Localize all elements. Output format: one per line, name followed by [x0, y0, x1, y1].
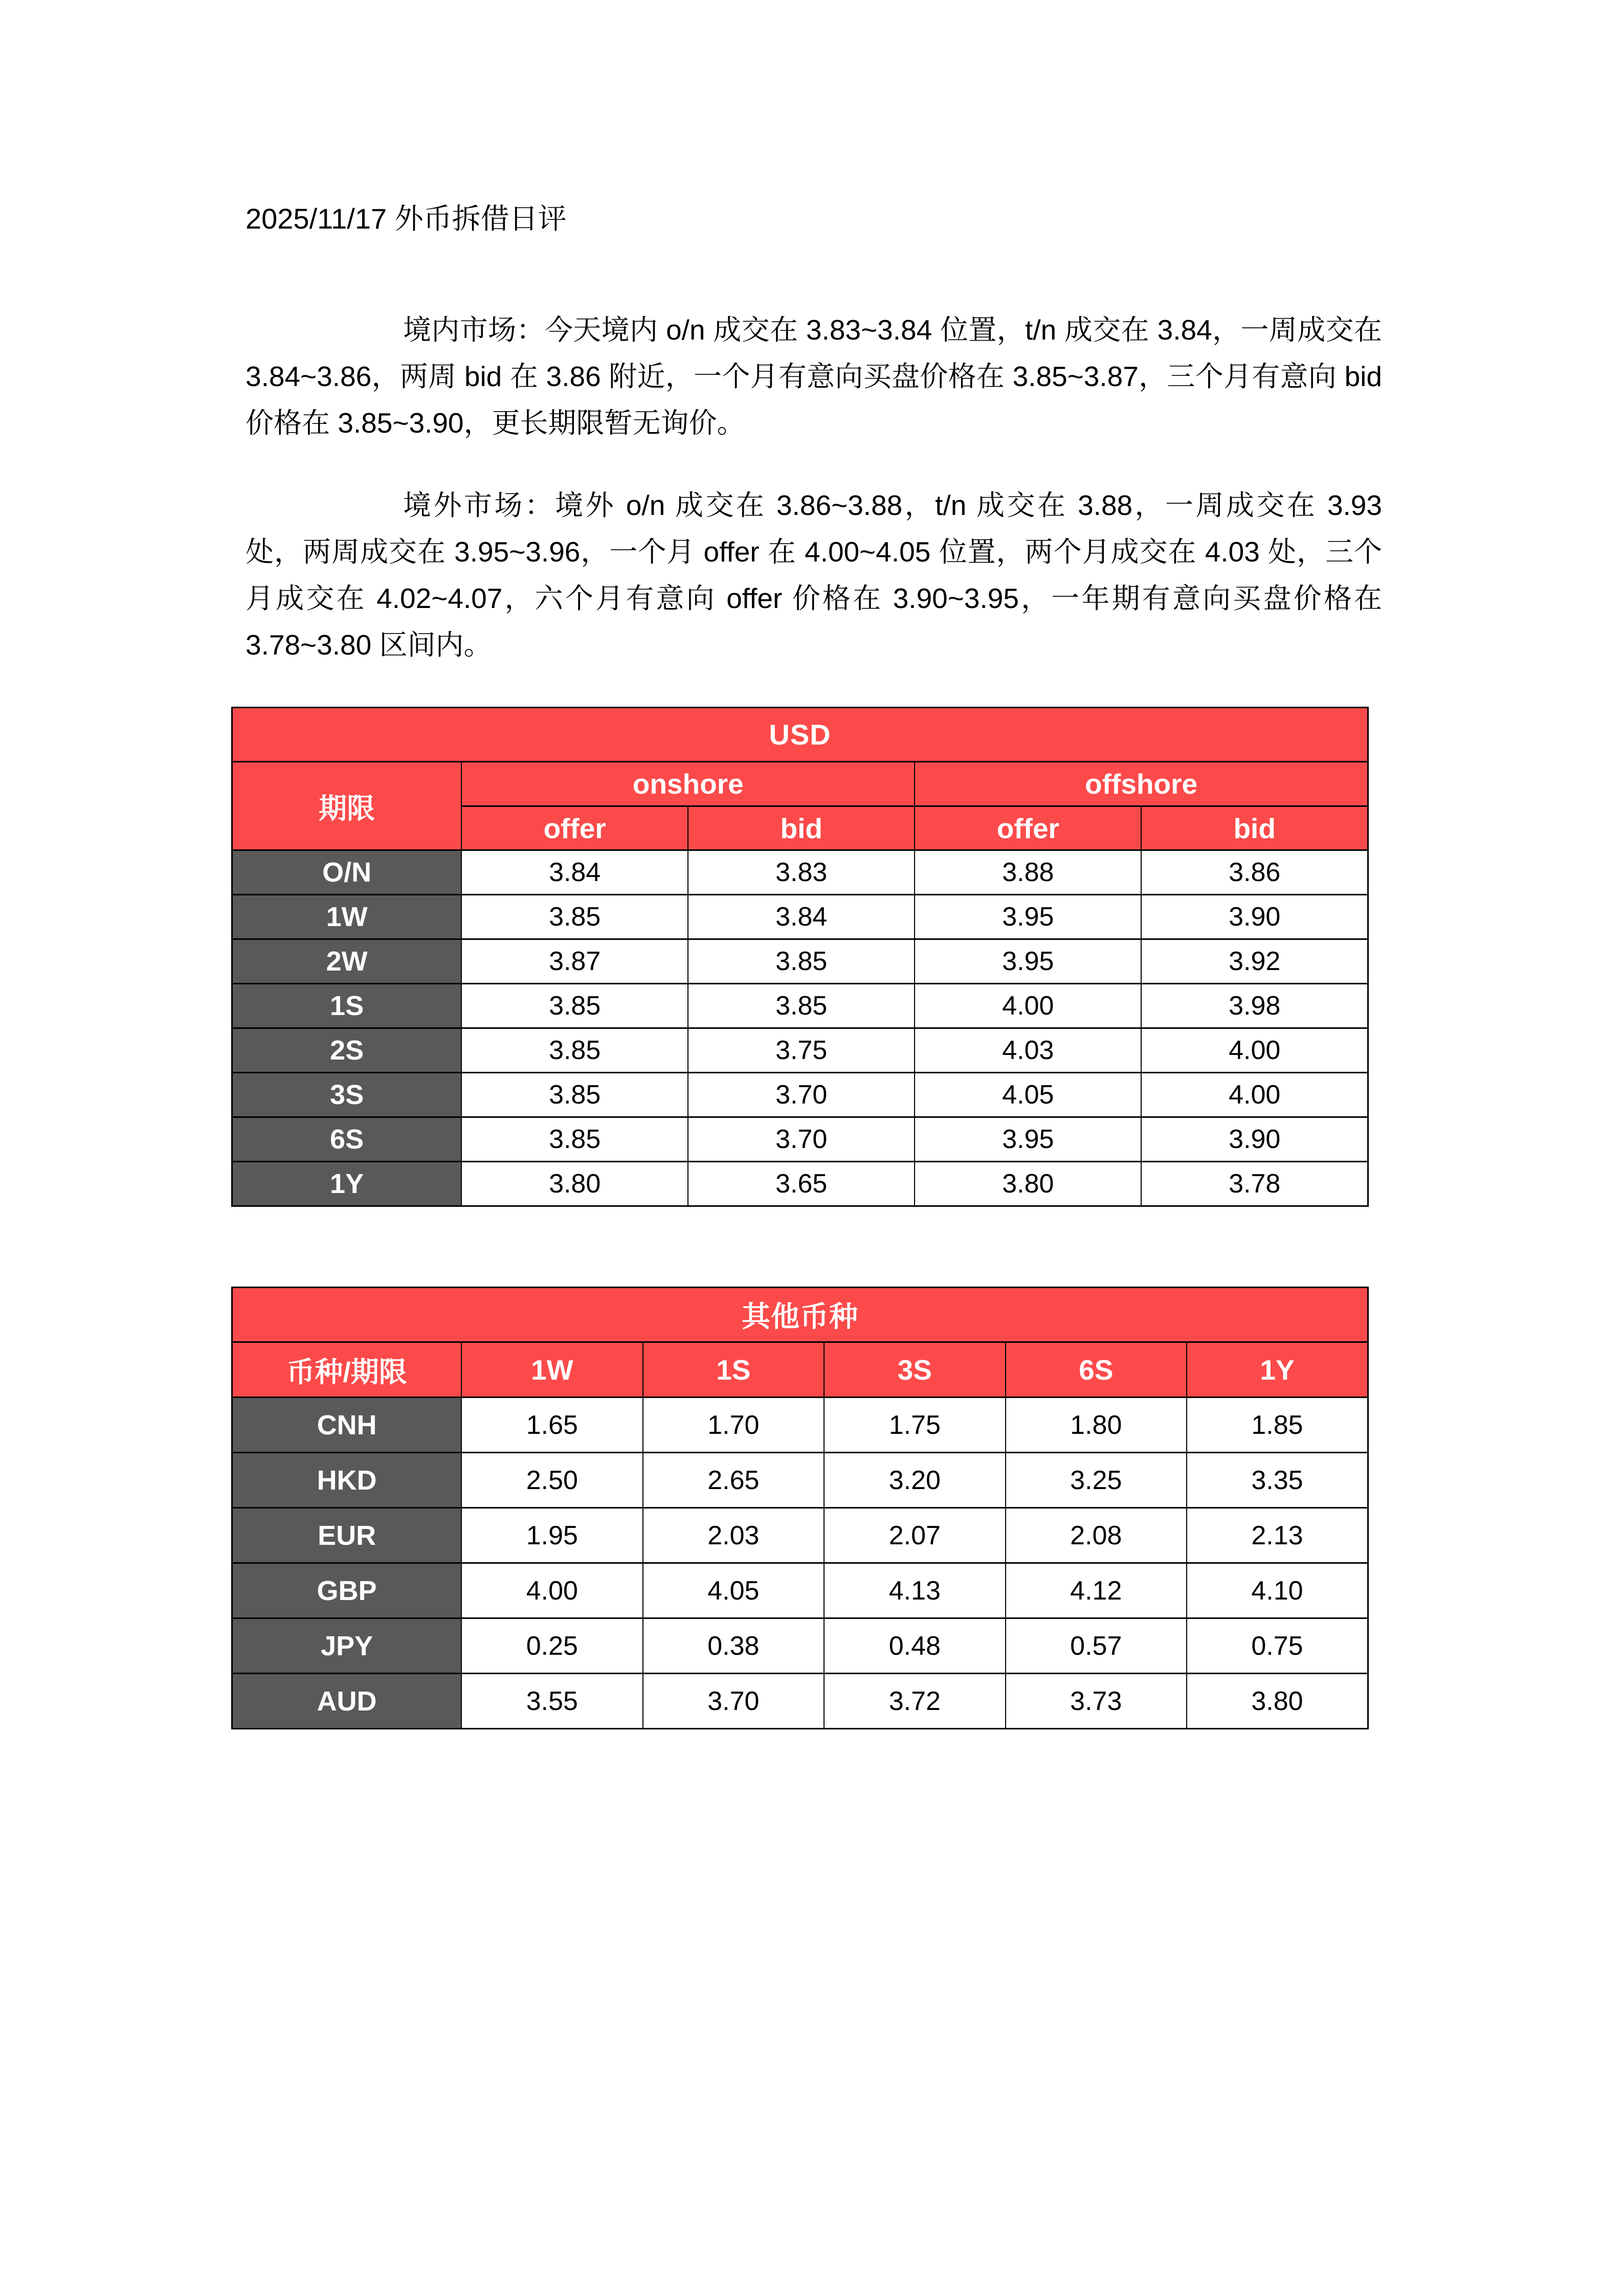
tenor-label: 1S	[232, 984, 462, 1028]
rate-value: 4.10	[1187, 1563, 1368, 1618]
table-row	[232, 1453, 1368, 1508]
table-row	[232, 984, 1368, 1028]
tenor-label: 1Y	[232, 1162, 462, 1206]
table-row	[232, 1508, 1368, 1563]
tenor-label: O/N	[232, 850, 462, 895]
rate-value: 3.84	[688, 895, 915, 939]
rate-value: 3.75	[688, 1028, 915, 1073]
rate-value: 4.00	[915, 984, 1141, 1028]
rate-value: 3.83	[688, 850, 915, 895]
rate-value: 0.75	[1187, 1618, 1368, 1674]
table-row	[232, 1028, 1368, 1073]
table-row	[232, 1674, 1368, 1729]
usd-table-group-header-row	[232, 762, 1368, 806]
rate-value: 2.08	[1006, 1508, 1187, 1563]
rate-value: 3.72	[824, 1674, 1005, 1729]
rate-value: 3.65	[688, 1162, 915, 1206]
table-row	[232, 939, 1368, 984]
rate-value: 3.95	[915, 895, 1141, 939]
rate-value: 1.95	[461, 1508, 642, 1563]
rate-value: 3.20	[824, 1453, 1005, 1508]
rate-value: 3.85	[461, 895, 688, 939]
rate-value: 3.80	[1187, 1674, 1368, 1729]
rate-value: 3.70	[688, 1117, 915, 1162]
paragraph-offshore-market: 境外市场：境外 o/n 成交在 3.86~3.88，t/n 成交在 3.88，一周成交在 3.93 处，两周成交在 3.95~3.96，一个月 offer 在 4.00~4.05 位置，两个月成交在 4.03 处，三个月成交在 4.02~4.07，六个月有意向 offer 价格在 3.90~3.95，一年期有意向买盘价格在 3.78~3.80 区间内。	[246, 489, 1382, 661]
page-title: 2025/11/17 外币拆借日评	[246, 202, 567, 235]
rate-value: 3.95	[915, 939, 1141, 984]
rate-value: 3.95	[915, 1117, 1141, 1162]
usd-rate-table	[231, 707, 1369, 1207]
rate-value: 4.13	[824, 1563, 1005, 1618]
rate-value: 0.25	[461, 1618, 642, 1674]
rate-value: 1.70	[643, 1398, 824, 1453]
rate-value: 4.05	[643, 1563, 824, 1618]
table-row	[232, 1563, 1368, 1618]
rate-value: 3.85	[461, 1117, 688, 1162]
rate-value: 3.90	[1141, 895, 1368, 939]
onshore-offer-header: offer	[461, 806, 688, 850]
rate-value: 0.57	[1006, 1618, 1187, 1674]
rate-value: 2.50	[461, 1453, 642, 1508]
rate-value: 2.65	[643, 1453, 824, 1508]
onshore-bid-header: bid	[688, 806, 915, 850]
rate-value: 4.05	[915, 1073, 1141, 1117]
rate-value: 3.55	[461, 1674, 642, 1729]
rate-value: 2.03	[643, 1508, 824, 1563]
currency-tenor-corner-header: 币种/期限	[232, 1342, 462, 1398]
usd-table-banner-row	[232, 708, 1368, 762]
rate-value: 4.03	[915, 1028, 1141, 1073]
tenor-label: 6S	[232, 1117, 462, 1162]
rate-value: 3.80	[461, 1162, 688, 1206]
tenor-label: 3S	[232, 1073, 462, 1117]
other-table-banner-row	[232, 1288, 1368, 1342]
tenor-label: 2W	[232, 939, 462, 984]
rate-value: 3.86	[1141, 850, 1368, 895]
currency-label: CNH	[232, 1398, 462, 1453]
rate-value: 3.92	[1141, 939, 1368, 984]
rate-value: 1.75	[824, 1398, 1005, 1453]
rate-value: 3.85	[688, 939, 915, 984]
rate-value: 3.70	[688, 1073, 915, 1117]
usd-table-title: USD	[232, 708, 1368, 762]
table-row	[232, 850, 1368, 895]
rate-value: 3.85	[461, 1073, 688, 1117]
rate-value: 1.80	[1006, 1398, 1187, 1453]
rate-value: 0.38	[643, 1618, 824, 1674]
rate-value: 3.88	[915, 850, 1141, 895]
tenor-header-3s: 3S	[824, 1342, 1005, 1398]
offshore-offer-header: offer	[915, 806, 1141, 850]
rate-value: 2.13	[1187, 1508, 1368, 1563]
rate-value: 3.25	[1006, 1453, 1187, 1508]
table-row	[232, 1398, 1368, 1453]
rate-value: 4.00	[1141, 1073, 1368, 1117]
currency-label: JPY	[232, 1618, 462, 1674]
tenor-label: 1W	[232, 895, 462, 939]
table-row	[232, 1117, 1368, 1162]
other-table-title: 其他币种	[232, 1288, 1368, 1342]
currency-label: HKD	[232, 1453, 462, 1508]
currency-label: EUR	[232, 1508, 462, 1563]
other-currencies-table	[231, 1287, 1369, 1729]
rate-value: 4.00	[461, 1563, 642, 1618]
offshore-bid-header: bid	[1141, 806, 1368, 850]
rate-value: 1.85	[1187, 1398, 1368, 1453]
rate-value: 3.87	[461, 939, 688, 984]
rate-value: 4.00	[1141, 1028, 1368, 1073]
tenor-header-6s: 6S	[1006, 1342, 1187, 1398]
rate-value: 3.85	[461, 1028, 688, 1073]
rate-value: 0.48	[824, 1618, 1005, 1674]
rate-value: 3.90	[1141, 1117, 1368, 1162]
onshore-group-header: onshore	[461, 762, 915, 806]
rate-value: 4.12	[1006, 1563, 1187, 1618]
rate-value: 2.07	[824, 1508, 1005, 1563]
currency-label: AUD	[232, 1674, 462, 1729]
rate-value: 3.73	[1006, 1674, 1187, 1729]
rate-value: 3.78	[1141, 1162, 1368, 1206]
rate-value: 3.85	[688, 984, 915, 1028]
tenor-header-1w: 1W	[461, 1342, 642, 1398]
other-table-header-row	[232, 1342, 1368, 1398]
rate-value: 3.80	[915, 1162, 1141, 1206]
rate-value: 3.35	[1187, 1453, 1368, 1508]
table-row	[232, 1618, 1368, 1674]
paragraph-domestic-market: 境内市场：今天境内 o/n 成交在 3.83~3.84 位置，t/n 成交在 3.84，一周成交在 3.84~3.86，两周 bid 在 3.86 附近，一个月有意向买盘价格在 3.85~3.87，三个月有意向 bid 价格在 3.85~3.90，更长期限暂无询价。	[246, 314, 1382, 439]
rate-value: 3.98	[1141, 984, 1368, 1028]
table-row	[232, 895, 1368, 939]
rate-value: 1.65	[461, 1398, 642, 1453]
tenor-label: 2S	[232, 1028, 462, 1073]
rate-value: 3.84	[461, 850, 688, 895]
tenor-header-1y: 1Y	[1187, 1342, 1368, 1398]
rate-value: 3.70	[643, 1674, 824, 1729]
table-row	[232, 1073, 1368, 1117]
offshore-group-header: offshore	[915, 762, 1368, 806]
rate-value: 3.85	[461, 984, 688, 1028]
table-row	[232, 1162, 1368, 1206]
currency-label: GBP	[232, 1563, 462, 1618]
tenor-header-1s: 1S	[643, 1342, 824, 1398]
tenor-column-header: 期限	[232, 762, 462, 850]
